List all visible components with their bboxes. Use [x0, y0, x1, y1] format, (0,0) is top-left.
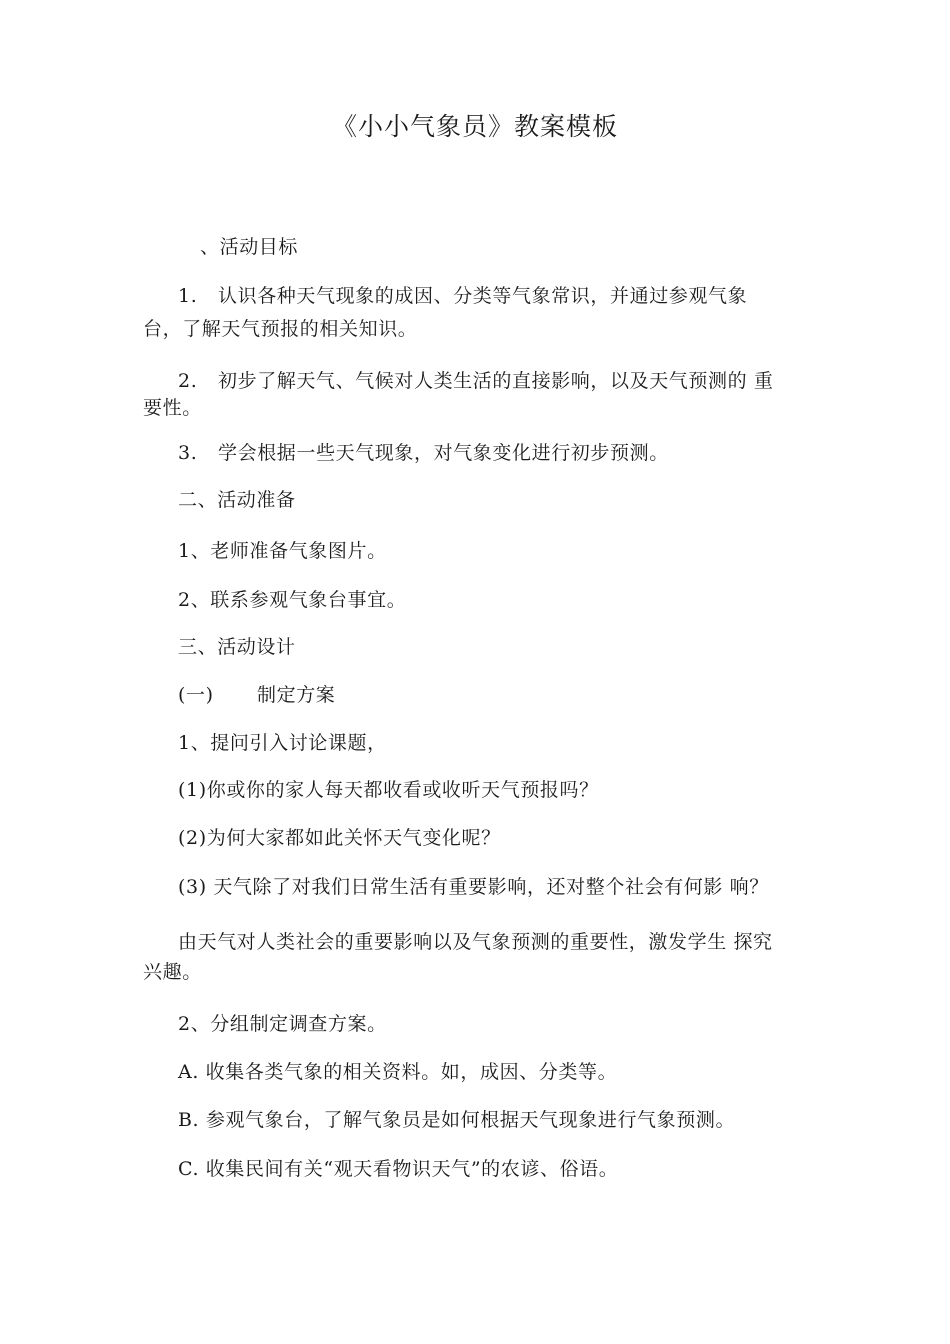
goal-item-2-text: 初步了解天气、气候对人类生活的直接影响，以及天气预测的 重 — [218, 370, 774, 392]
question-3: (3) 天气除了对我们日常生活有重要影响，还对整个社会有何影 响？ — [178, 876, 769, 898]
summary-paragraph-line1: 由天气对人类社会的重要影响以及气象预测的重要性，激发学生 探究 — [178, 931, 773, 953]
goal-item-3-number: 3. — [178, 442, 198, 464]
summary-paragraph-line2: 兴趣。 — [143, 961, 202, 983]
preparation-item-2: 2、联系参观气象台事宜。 — [178, 589, 407, 611]
goal-item-1-number: 1. — [178, 285, 198, 307]
design-subsection-1-number: (一) — [178, 684, 214, 706]
section-heading-preparation: 二、活动准备 — [178, 489, 296, 511]
design-step-2: 2、分组制定调查方案。 — [178, 1013, 387, 1035]
goal-item-1-line2: 台，了解天气预报的相关知识。 — [143, 318, 418, 340]
design-subsection-1-title: 制定方案 — [257, 684, 336, 706]
goal-item-2-line2: 要性。 — [143, 397, 202, 419]
goal-item-3 — [178, 437, 868, 469]
goal-item-1-text: 认识各种天气现象的成因、分类等气象常识，并通过参观气象 — [218, 285, 748, 307]
section-heading-design: 三、活动设计 — [178, 636, 296, 658]
plan-item-a: A. 收集各类气象的相关资料。如，成因、分类等。 — [178, 1061, 618, 1083]
preparation-item-1: 1、老师准备气象图片。 — [178, 540, 387, 562]
plan-item-b: B. 参观气象台，了解气象员是如何根据天气现象进行气象预测。 — [178, 1109, 736, 1131]
goal-item-2-number: 2. — [178, 370, 198, 392]
question-1: (1)你或你的家人每天都收看或收听天气预报吗？ — [178, 779, 599, 801]
section-heading-goals: 、活动目标 — [200, 236, 299, 258]
plan-item-c: C. 收集民间有关“观天看物识天气”的农谚、俗语。 — [178, 1158, 619, 1180]
design-subsection-1 — [178, 679, 868, 711]
goal-item-1-line1 — [178, 280, 868, 312]
goal-item-3-text: 学会根据一些天气现象，对气象变化进行初步预测。 — [218, 442, 669, 464]
question-2: (2)为何大家都如此关怀天气变化呢？ — [178, 827, 501, 849]
document-title: 《小小气象员》教案模板 — [331, 112, 618, 141]
design-step-1: 1、提问引入讨论课题， — [178, 732, 387, 754]
